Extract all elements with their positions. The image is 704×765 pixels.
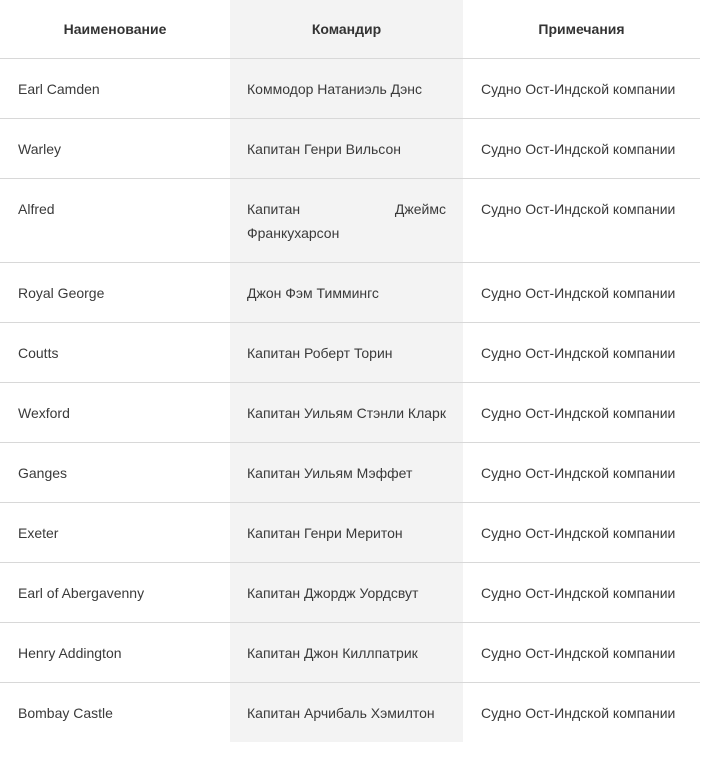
table-row <box>0 503 700 563</box>
cell-ship-name: Warley <box>0 119 230 179</box>
header-name: Наименование <box>0 0 230 59</box>
cell-ship-name: Earl of Abergavenny <box>0 563 230 623</box>
cell-commander: Капитан Джеймс Франкухарсон <box>230 179 463 263</box>
cell-notes: Судно Ост-Индской компании <box>463 563 700 623</box>
table-row <box>0 59 700 119</box>
cell-notes: Судно Ост-Индской компании <box>481 705 676 721</box>
cell-notes: Судно Ост-Индской компании <box>463 503 700 563</box>
cell-notes: Судно Ост-Индской компании <box>463 323 700 383</box>
cell-notes: Судно Ост-Индской компании <box>463 59 700 119</box>
cell-commander: Капитан Уильям Мэффет <box>230 443 463 503</box>
cell-ship-name: Earl Camden <box>0 59 230 119</box>
cell-commander: Капитан Генри Меритон <box>230 503 463 563</box>
cell-ship-name: Wexford <box>0 383 230 443</box>
table-row <box>0 563 700 623</box>
cell-ship-name: Exeter <box>0 503 230 563</box>
cell-commander: Капитан Генри Вильсон <box>230 119 463 179</box>
cell-notes: Судно Ост-Индской компании <box>463 179 700 263</box>
cell-commander: Капитан Джон Киллпатрик <box>230 623 463 683</box>
table-row <box>0 683 700 743</box>
cell-ship-name: Bombay Castle <box>18 705 113 721</box>
cell-commander: Капитан Роберт Торин <box>230 323 463 383</box>
header-commander: Командир <box>230 0 463 59</box>
cell-notes: Судно Ост-Индской компании <box>463 119 700 179</box>
header-notes: Примечания <box>463 0 700 59</box>
cell-commander: Капитан Уильям Стэнли Кларк <box>230 383 463 443</box>
cell-commander: Капитан Джордж Уордсвут <box>230 563 463 623</box>
cell-commander: Капитан Арчибаль Хэмилтон <box>230 683 463 743</box>
table-row <box>0 323 700 383</box>
table-row <box>0 119 700 179</box>
cell-ship-name: Alfred <box>0 179 230 263</box>
table-row <box>0 443 700 503</box>
cell-ship-name: Henry Addington <box>0 623 230 683</box>
table-row <box>0 263 700 323</box>
cell-notes: Судно Ост-Индской компании <box>463 263 700 323</box>
table-row <box>0 179 700 263</box>
cell-notes: Судно Ост-Индской компании <box>463 443 700 503</box>
cell-commander: Джон Фэм Тиммингс <box>230 263 463 323</box>
cell-notes: Судно Ост-Индской компании <box>463 383 700 443</box>
table-row <box>0 383 700 443</box>
table-row <box>0 623 700 683</box>
cell-ship-name: Royal George <box>0 263 230 323</box>
cell-notes: Судно Ост-Индской компании <box>463 623 700 683</box>
cell-ship-name: Ganges <box>0 443 230 503</box>
cell-commander: Коммодор Натаниэль Дэнс <box>230 59 463 119</box>
header-row <box>0 0 700 59</box>
cell-ship-name: Coutts <box>0 323 230 383</box>
